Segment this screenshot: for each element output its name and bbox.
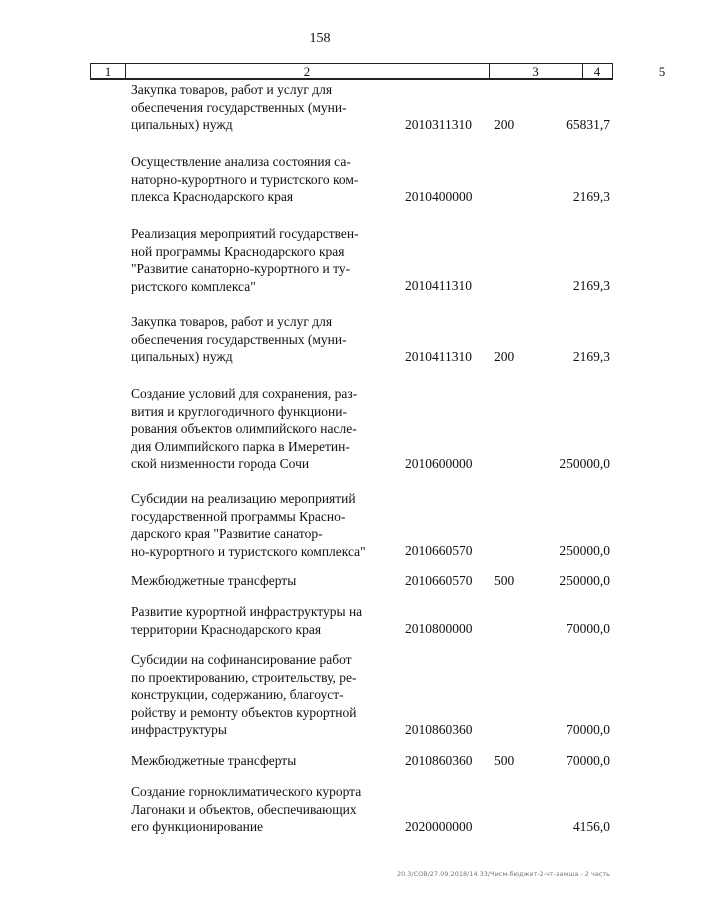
table-header bbox=[90, 63, 666, 80]
row-description: Субсидии на софинансирование работ по проектированию, строительству, ре- конструкции, содержанию, благоуст- ройству и ремонту объектов курортной инфраструктуры bbox=[131, 652, 357, 737]
row-amount: 2169,3 bbox=[572, 278, 610, 293]
header-col-5: 5 bbox=[658, 64, 666, 79]
row-amount: 70000,0 bbox=[566, 621, 610, 636]
header-col-1: 1 bbox=[91, 64, 126, 78]
row-code: 2010660570 bbox=[405, 543, 473, 558]
row-amount: 4156,0 bbox=[572, 819, 610, 834]
page-number: 158 bbox=[309, 31, 331, 46]
row-description: Межбюджетные трансферты bbox=[131, 753, 297, 768]
row-description: Межбюджетные трансферты bbox=[131, 573, 297, 588]
row-code: 2010860360 bbox=[405, 753, 473, 768]
row-amount: 250000,0 bbox=[559, 573, 610, 588]
row-amount: 65831,7 bbox=[566, 117, 610, 132]
row-code: 2010600000 bbox=[405, 456, 473, 471]
row-description: Закупка товаров, работ и услуг для обеспечения государственных (муни- ципальных) нужд bbox=[131, 314, 347, 364]
row-code: 2010411310 bbox=[405, 278, 472, 293]
row-type: 200 bbox=[494, 349, 515, 364]
row-type: 500 bbox=[494, 753, 515, 768]
header-col-3: 3 bbox=[489, 64, 583, 78]
row-description: Осуществление анализа состояния са- наторно-курортного и туристского ком- плекса Краснодарского края bbox=[131, 154, 359, 204]
row-code: 2010860360 bbox=[405, 722, 473, 737]
row-description: Развитие курортной инфраструктуры на территории Краснодарского края bbox=[131, 604, 363, 637]
header-col-2: 2 bbox=[125, 64, 490, 78]
row-code: 2020000000 bbox=[405, 819, 473, 834]
row-description: Субсидии на реализацию мероприятий государственной программы Красно- дарского края "Развитие санатор- но-курортного и туристского комплекса" bbox=[131, 491, 366, 559]
row-code: 2010411310 bbox=[405, 349, 472, 364]
row-amount: 2169,3 bbox=[572, 349, 610, 364]
row-amount: 250000,0 bbox=[559, 543, 610, 558]
document-footer: 20.3/СОВ/27.09.2018/14.33/Чисм-бюджет-2-чт-замша - 2 часть bbox=[396, 870, 610, 878]
row-code: 2010400000 bbox=[405, 189, 473, 204]
row-description: Закупка товаров, работ и услуг для обеспечения государственных (муни- ципальных) нужд bbox=[131, 82, 347, 132]
row-code: 2010660570 bbox=[405, 573, 473, 588]
row-type: 200 bbox=[494, 117, 515, 132]
row-amount: 2169,3 bbox=[572, 189, 610, 204]
row-description: Создание условий для сохранения, раз- вития и круглогодичного функциони- рования объектов олимпийского насле- дия Олимпийского парка в Имеретин- ской низменности города Сочи bbox=[131, 386, 358, 471]
row-amount: 250000,0 bbox=[559, 456, 610, 471]
row-amount: 70000,0 bbox=[566, 722, 610, 737]
row-type: 500 bbox=[494, 573, 515, 588]
header-col-4: 4 bbox=[582, 64, 613, 78]
row-code: 2010311310 bbox=[405, 117, 472, 132]
row-description: Создание горноклиматического курорта Лагонаки и объектов, обеспечивающих его функционирование bbox=[131, 784, 362, 834]
row-description: Реализация мероприятий государствен- ной программы Краснодарского края "Развитие санаторно-курортного и ту- ристского комплекса" bbox=[131, 226, 359, 294]
row-amount: 70000,0 bbox=[566, 753, 610, 768]
row-code: 2010800000 bbox=[405, 621, 473, 636]
